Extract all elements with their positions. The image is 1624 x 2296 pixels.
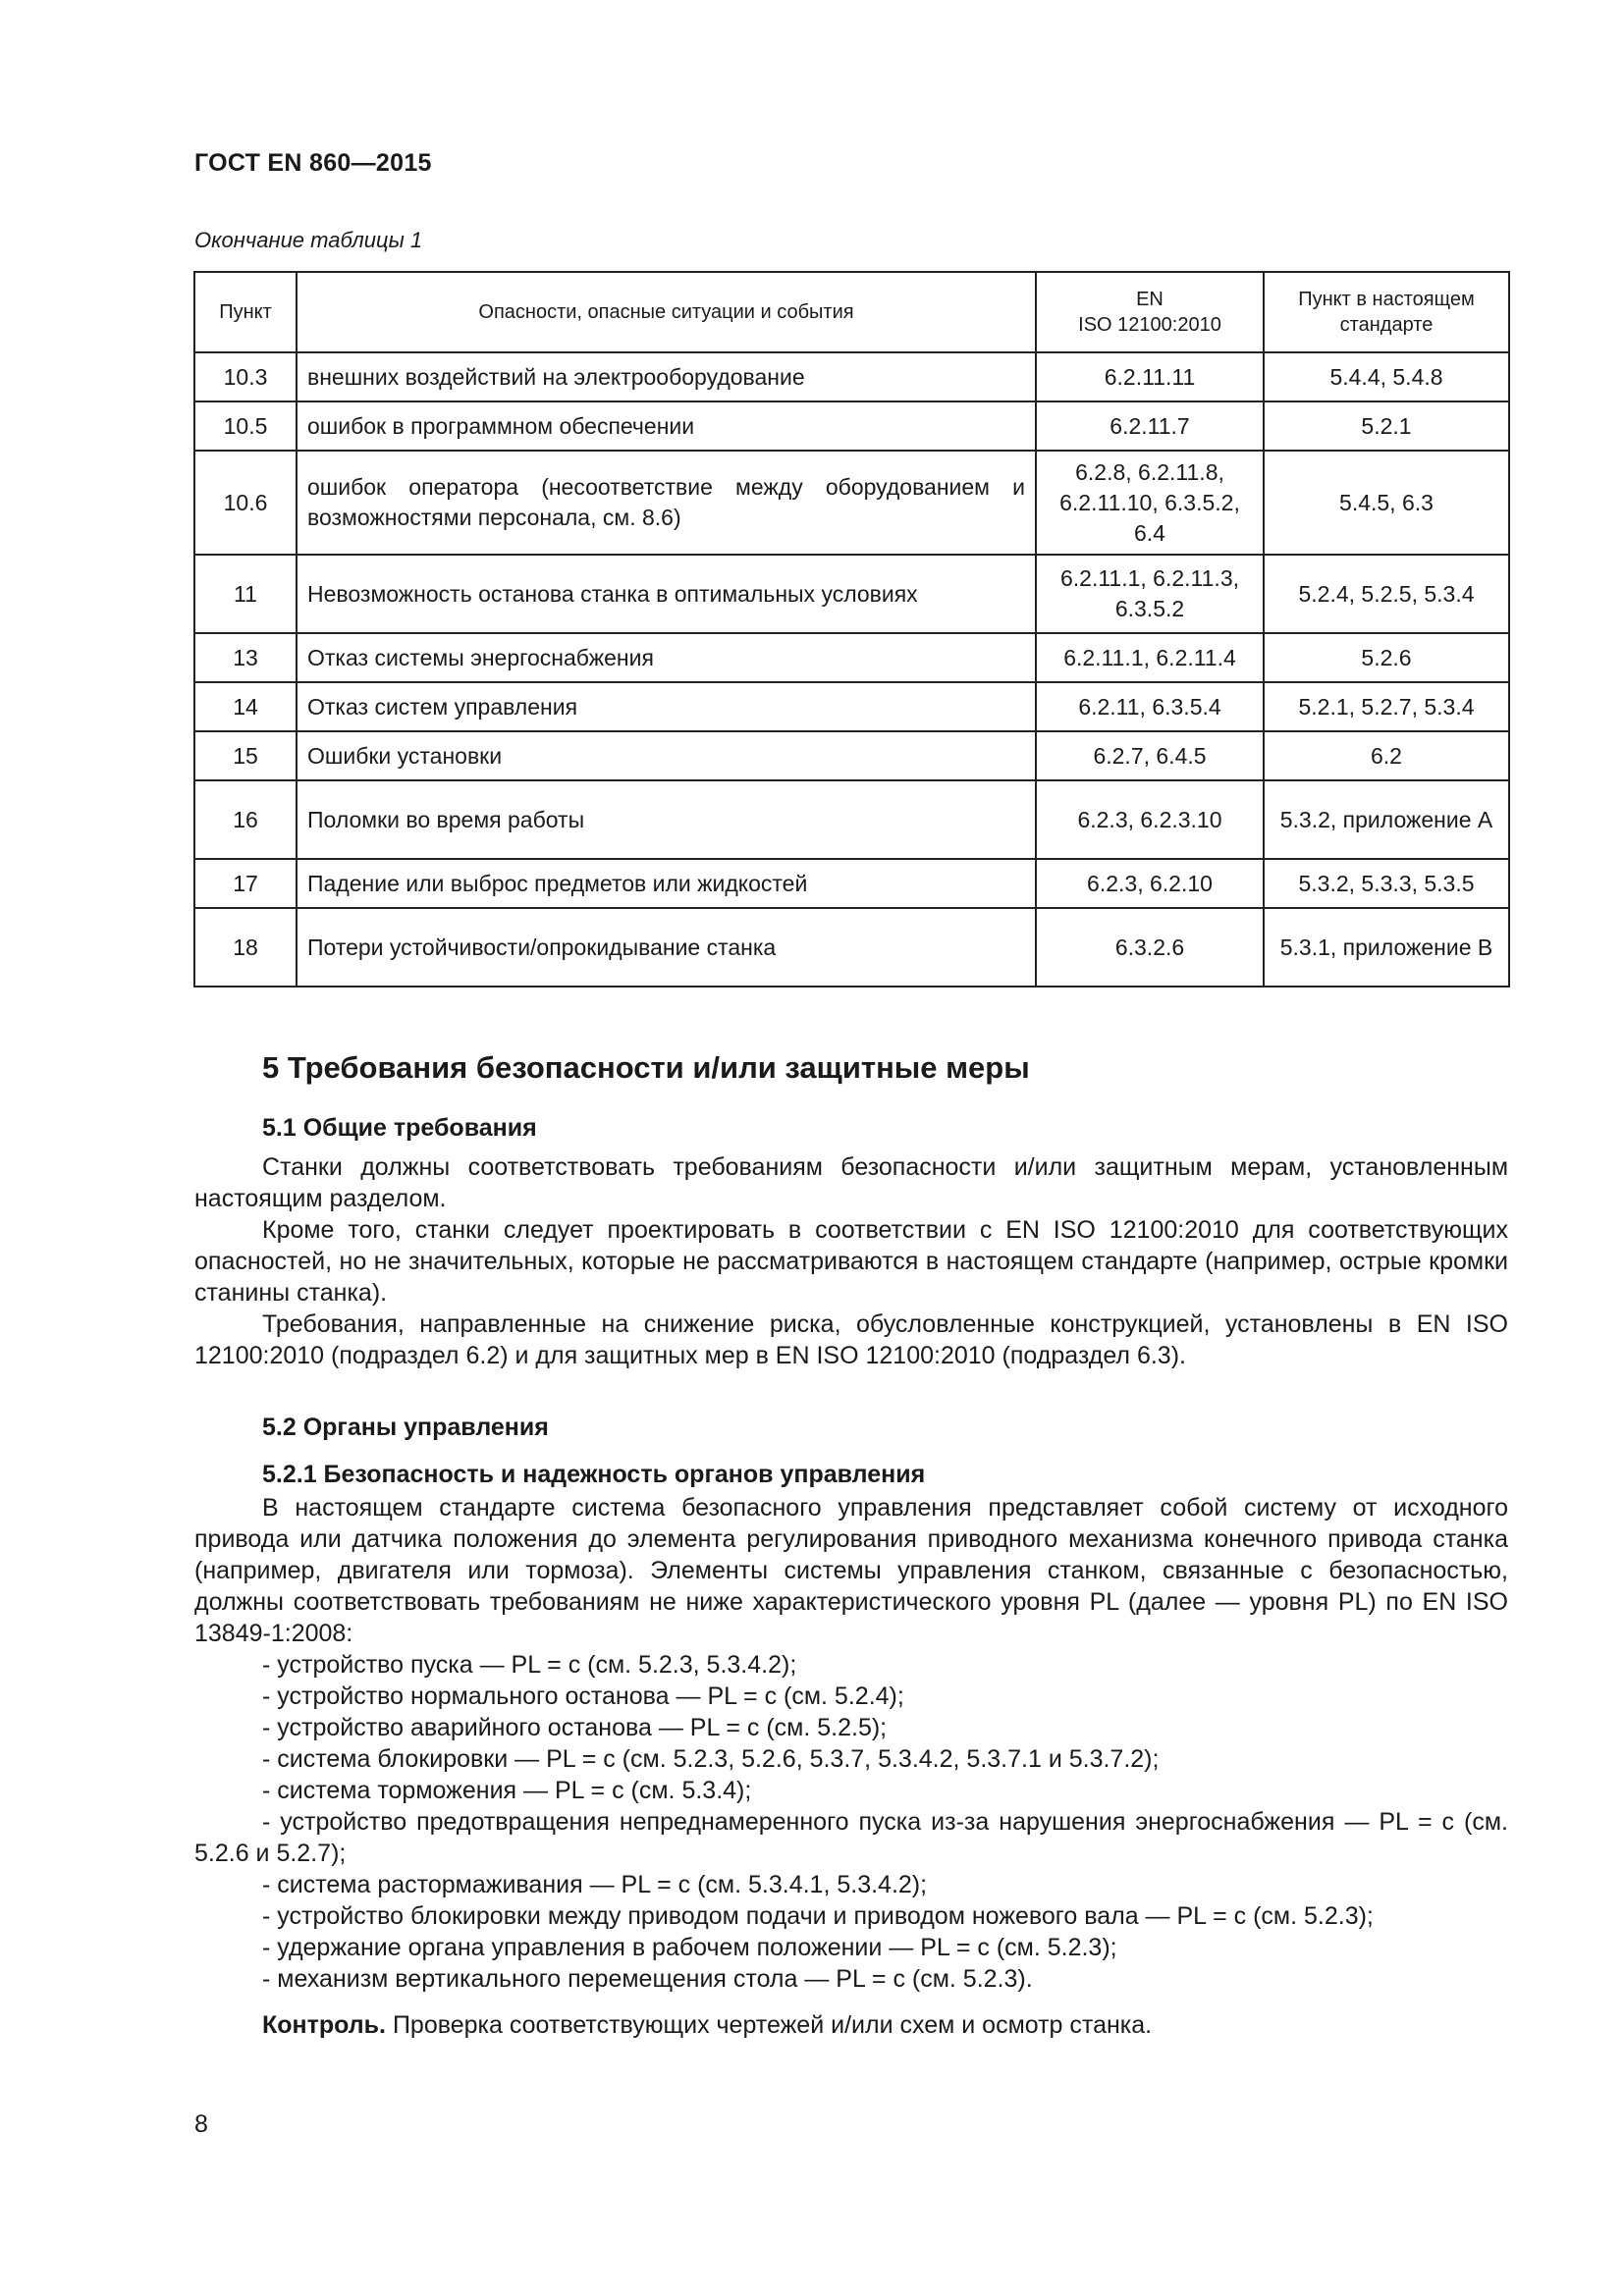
- list-item: - устройство пуска — PL = с (см. 5.2.3, 5.3.4.2);: [262, 1651, 797, 1679]
- cell-clause: 5.2.4, 5.2.5, 5.3.4: [1264, 555, 1509, 633]
- control-label: Контроль.: [262, 2011, 386, 2039]
- cell-clause: 5.3.2, 5.3.3, 5.3.5: [1264, 859, 1509, 908]
- cell-hazard: Потери устойчивости/опрокидывание станка: [297, 908, 1036, 987]
- section-5-title: 5 Требования безопасности и/или защитные меры: [262, 1050, 1030, 1085]
- cell-hazard: ошибок в программном обеспечении: [297, 401, 1036, 451]
- table-row: [194, 555, 1509, 633]
- header-clause-line2: стандарте: [1339, 314, 1434, 336]
- cell-standard: 6.2.11.7: [1036, 401, 1264, 451]
- table-row: [194, 633, 1509, 682]
- table-row: [194, 780, 1509, 859]
- table-row: [194, 352, 1509, 401]
- list-item: - устройство блокировки между приводом подачи и приводом ножевого вала — PL = с (см. 5.2.3);: [262, 1902, 1374, 1930]
- header-hazard: Опасности, опасные ситуации и события: [297, 272, 1036, 352]
- table-row: [194, 682, 1509, 731]
- section-5-2-title: 5.2 Органы управления: [262, 1414, 549, 1441]
- cell-standard: 6.2.8, 6.2.11.8, 6.2.11.10, 6.3.5.2, 6.4: [1036, 451, 1264, 555]
- list-item: - устройство нормального останова — PL = с (см. 5.2.4);: [262, 1682, 904, 1710]
- cell-num: 14: [194, 682, 297, 731]
- cell-hazard: ошибок оператора (несоответствие между оборудованием и возможностями персонала, см. 8.6): [297, 451, 1036, 555]
- cell-num: 10.6: [194, 451, 297, 555]
- cell-hazard: Ошибки установки: [297, 731, 1036, 780]
- cell-standard: 6.3.2.6: [1036, 908, 1264, 987]
- cell-clause: 5.2.1: [1264, 401, 1509, 451]
- cell-standard: 6.2.11.1, 6.2.11.3, 6.3.5.2: [1036, 555, 1264, 633]
- header-clause-line1: Пункт в настоящем: [1298, 289, 1475, 310]
- list-item: - система торможения — PL = с (см. 5.3.4);: [262, 1777, 752, 1804]
- header-standard-line1: EN: [1136, 289, 1164, 310]
- cell-clause: 6.2: [1264, 731, 1509, 780]
- control-note: [262, 2009, 1152, 2041]
- header-standard: [1036, 272, 1264, 352]
- cell-clause: 5.2.6: [1264, 633, 1509, 682]
- cell-num: 13: [194, 633, 297, 682]
- paragraph: Требования, направленные на снижение риска, обусловленные конструкцией, установлены в EN ISO 12100:2010 (подраздел 6.2) и для защитных мер в EN ISO 12100:2010 (подраздел 6.3).: [194, 1310, 1508, 1369]
- control-text: Проверка соответствующих чертежей и/или схем и осмотр станка.: [386, 2011, 1153, 2039]
- cell-hazard: Падение или выброс предметов или жидкостей: [297, 859, 1036, 908]
- table-row: [194, 859, 1509, 908]
- table-row: [194, 451, 1509, 555]
- section-5-2-1-title: 5.2.1 Безопасность и надежность органов управления: [262, 1461, 926, 1488]
- table-header-row: [194, 272, 1509, 352]
- list-item: - удержание органа управления в рабочем положении — PL = с (см. 5.2.3);: [262, 1934, 1117, 1961]
- list-item: - устройство аварийного останова — PL = с (см. 5.2.5);: [262, 1714, 888, 1741]
- paragraph: Станки должны соответствовать требованиям безопасности и/или защитным мерам, установленным настоящим разделом.: [194, 1153, 1508, 1212]
- table-row: [194, 401, 1509, 451]
- table-caption: Окончание таблицы 1: [194, 228, 423, 252]
- cell-hazard: Отказ системы энергоснабжения: [297, 633, 1036, 682]
- cell-clause: 5.4.5, 6.3: [1264, 451, 1509, 555]
- cell-num: 11: [194, 555, 297, 633]
- cell-standard: 6.2.7, 6.4.5: [1036, 731, 1264, 780]
- cell-standard: 6.2.11.1, 6.2.11.4: [1036, 633, 1264, 682]
- cell-clause: 5.2.1, 5.2.7, 5.3.4: [1264, 682, 1509, 731]
- header-num: Пункт: [194, 272, 297, 352]
- cell-standard: 6.2.3, 6.2.3.10: [1036, 780, 1264, 859]
- cell-hazard: Отказ систем управления: [297, 682, 1036, 731]
- list-item: - механизм вертикального перемещения стола — PL = с (см. 5.2.3).: [262, 1965, 1033, 1993]
- paragraph: В настоящем стандарте система безопасного управления представляет собой систему от исходного привода или датчика положения до элемента регулирования приводного механизма конечного привода станка (например, двигателя или тормоза). Элементы системы управления станком, связанные с безопасностью, должны соответствовать требованиям не ниже характеристического уровня PL (далее — уровня PL) по EN ISO 13849-1:2008:: [194, 1494, 1508, 1647]
- cell-clause: 5.4.4, 5.4.8: [1264, 352, 1509, 401]
- table-row: [194, 731, 1509, 780]
- paragraph: Кроме того, станки следует проектировать в соответствии с EN ISO 12100:2010 для соответствующих опасностей, но не значительных, которые не рассматриваются в настоящем стандарте (например, острые кромки станины станка).: [194, 1216, 1508, 1307]
- cell-clause: 5.3.1, приложение В: [1264, 908, 1509, 987]
- cell-num: 10.5: [194, 401, 297, 451]
- cell-num: 16: [194, 780, 297, 859]
- hazards-table: [193, 271, 1510, 988]
- section-5-1-title: 5.1 Общие требования: [262, 1114, 537, 1142]
- table-row: [194, 908, 1509, 987]
- cell-standard: 6.2.11, 6.3.5.4: [1036, 682, 1264, 731]
- cell-num: 10.3: [194, 352, 297, 401]
- cell-hazard: Поломки во время работы: [297, 780, 1036, 859]
- list-item: - система блокировки — PL = с (см. 5.2.3, 5.2.6, 5.3.7, 5.3.4.2, 5.3.7.1 и 5.3.7.2);: [262, 1745, 1160, 1773]
- header-clause: [1264, 272, 1509, 352]
- header-standard-line2: ISO 12100:2010: [1078, 314, 1221, 336]
- cell-num: 17: [194, 859, 297, 908]
- cell-hazard: внешних воздействий на электрооборудование: [297, 352, 1036, 401]
- cell-num: 15: [194, 731, 297, 780]
- list-item: - система растормаживания — PL = с (см. 5.3.4.1, 5.3.4.2);: [262, 1871, 928, 1898]
- cell-clause: 5.3.2, приложение А: [1264, 780, 1509, 859]
- document-header: ГОСТ EN 860—2015: [194, 149, 432, 177]
- cell-standard: 6.2.11.11: [1036, 352, 1264, 401]
- list-item: - устройство предотвращения непреднамеренного пуска из-за нарушения энергоснабжения — PL = с (см. 5.2.6 и 5.2.7);: [194, 1808, 1508, 1867]
- cell-num: 18: [194, 908, 297, 987]
- cell-hazard: Невозможность останова станка в оптимальных условиях: [297, 555, 1036, 633]
- cell-standard: 6.2.3, 6.2.10: [1036, 859, 1264, 908]
- page-number: 8: [194, 2110, 208, 2138]
